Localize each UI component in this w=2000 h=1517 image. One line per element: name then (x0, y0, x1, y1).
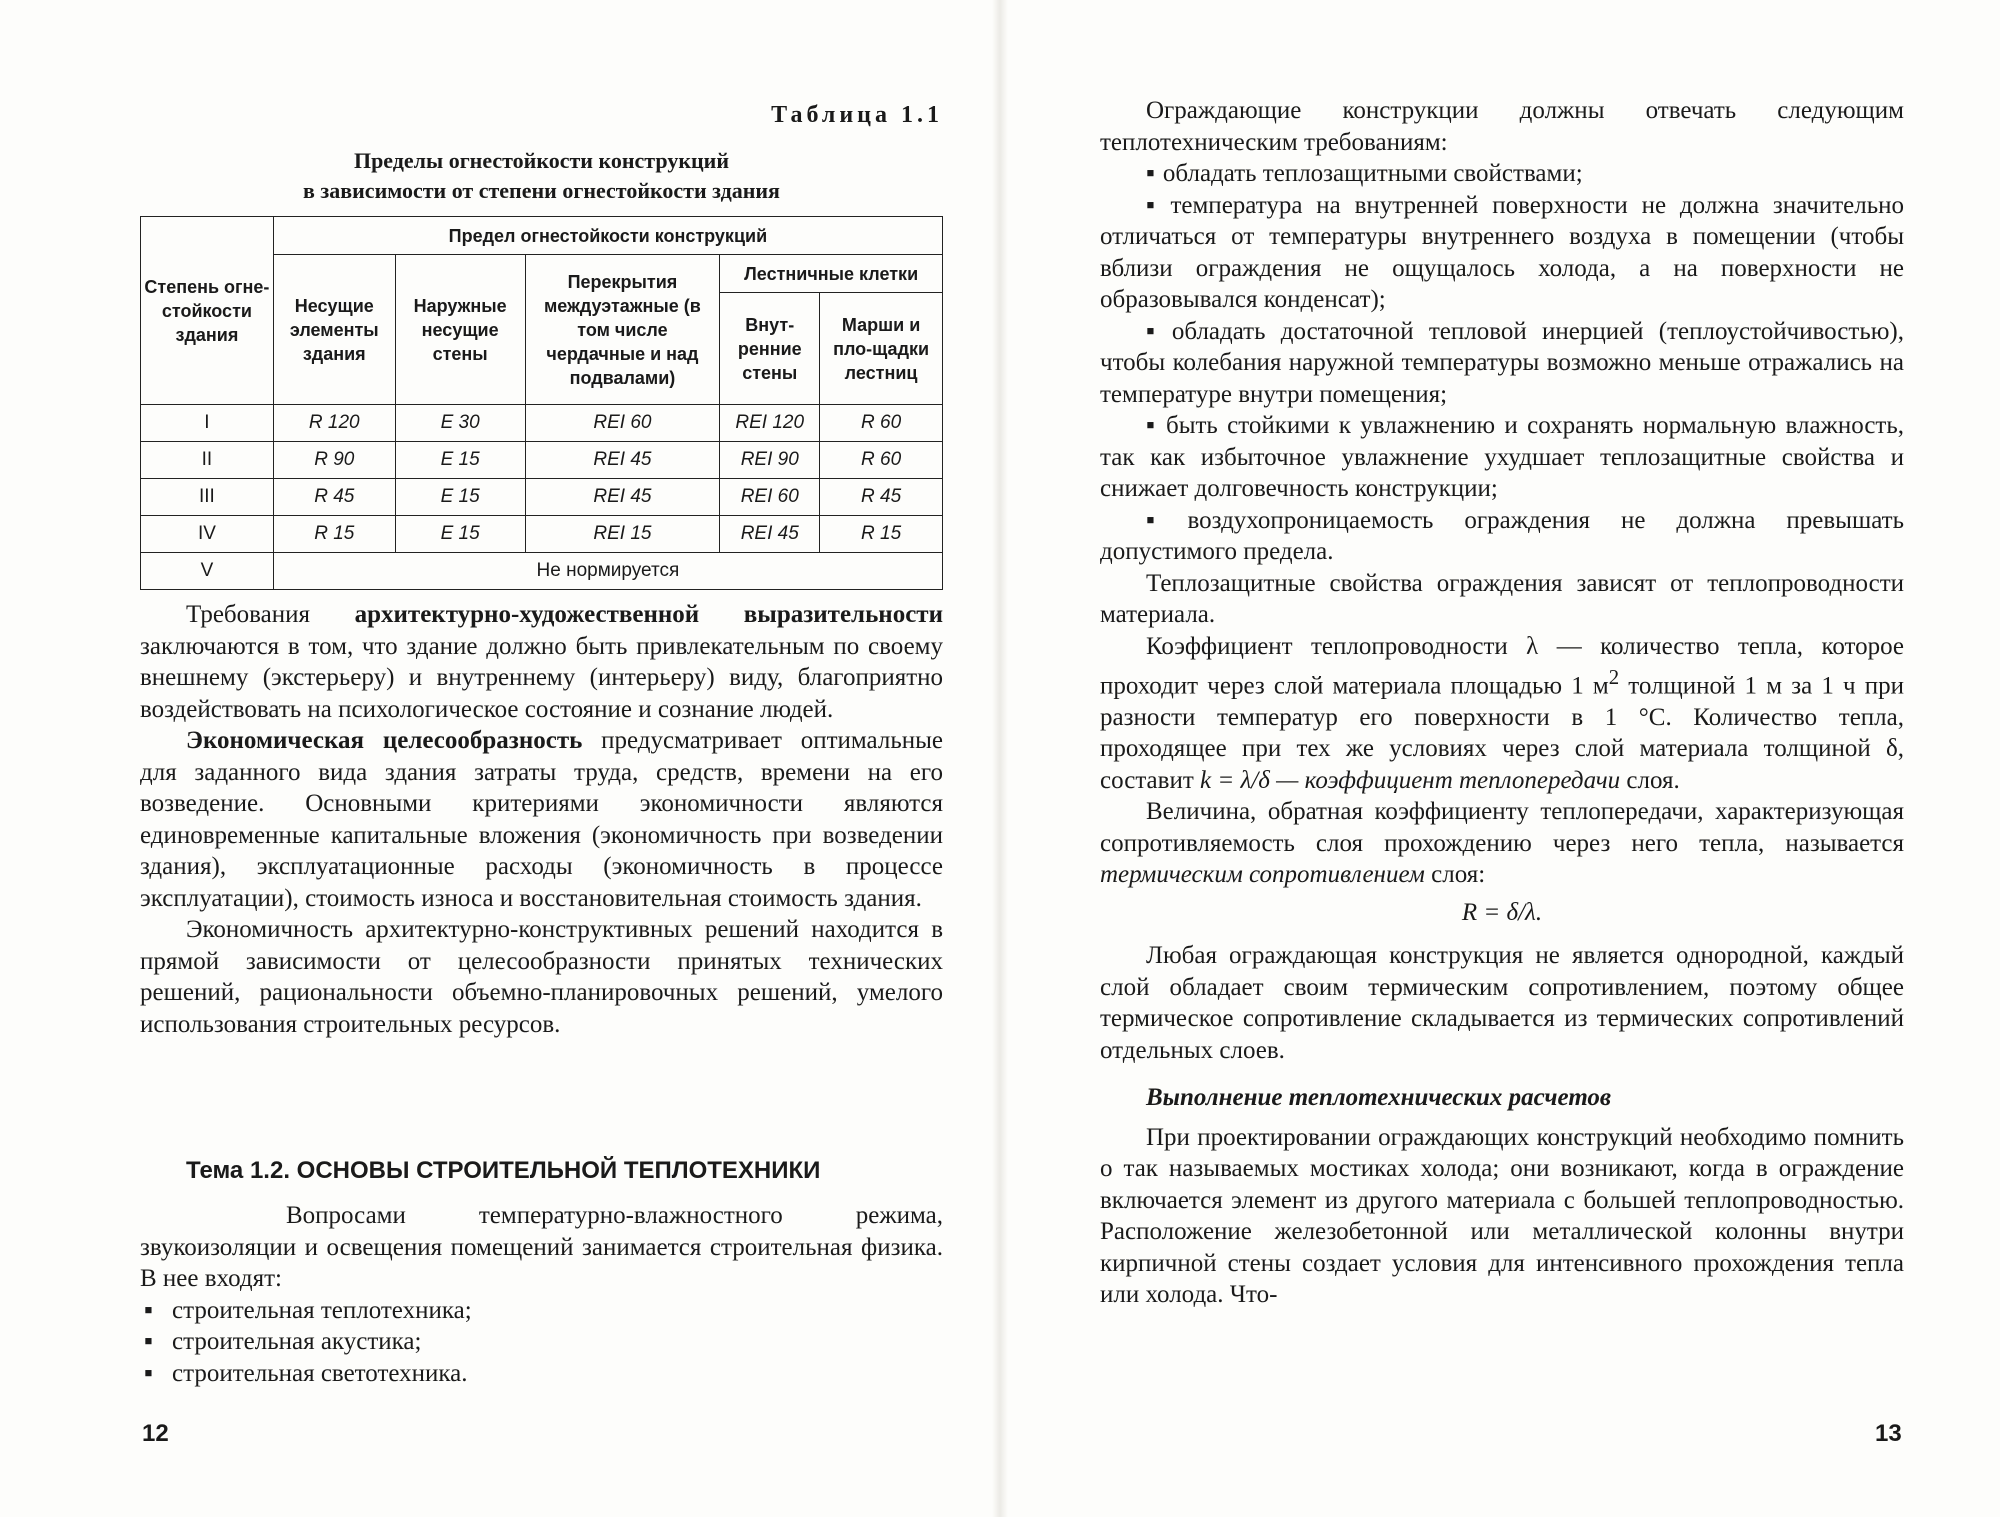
bullet-icon: ▪ (144, 1296, 153, 1324)
bold-term: Экономическая целесообразность (186, 727, 583, 754)
paragraph-layers: Любая ограждающая конструкция не является однородной, каждый слой обладает своим термическим сопротивлением, поэтому общее термическое сопротивление складывается из термических сопротивлений отдельных слоев. (1100, 942, 1904, 1064)
cell-degree: V (141, 553, 274, 590)
bullet-icon: ▪ (1146, 191, 1163, 219)
list-item-text: обладать теплозащитными свойствами; (1162, 160, 1583, 187)
list-item-text: быть стойкими к увлажнению и сохранять нормальную влажность, так как избыточное увлажнение ухудшает теплозащитные свойства и снижает долговечность конструкции; (1100, 412, 1904, 502)
cell-outer: E 15 (395, 442, 525, 479)
left-body-text (140, 599, 943, 1040)
formula-resistance: R = δ/λ. (1461, 898, 1543, 926)
header-outer-walls: Наружные несущие стены (395, 255, 525, 405)
text-span: слоя. (1620, 766, 1680, 794)
table-row (141, 479, 943, 516)
table-label: Таблица 1.1 (771, 102, 943, 128)
paragraph-intro: Вопросами температурно-влажностного режима, звукоизоляции и освещения помещений занимается строительная физика. В нее входят: (140, 1202, 943, 1292)
cell-degree: III (141, 479, 274, 516)
subheading-calculations: Выполнение теплотехнических расчетов (1146, 1084, 1612, 1112)
list-item (1100, 158, 1904, 190)
bold-term: архитектурно-художественной выразительности (354, 601, 943, 628)
cell-bearing: R 45 (273, 479, 395, 516)
cell-outer: E 15 (395, 479, 525, 516)
cell-inner: REI 45 (720, 516, 820, 553)
cell-inner: REI 60 (720, 479, 820, 516)
cell-bearing: R 120 (273, 405, 395, 442)
list-item (140, 1326, 943, 1358)
header-degree: Степень огне-стойкости здания (141, 217, 274, 405)
list-item (1100, 505, 1904, 568)
cell-flights: R 15 (820, 516, 943, 553)
italic-term: k = λ/δ — коэффициент теплопередачи (1200, 766, 1621, 794)
list-item (1100, 410, 1904, 505)
table-row (141, 405, 943, 442)
cell-not-normalized: Не нормируется (273, 553, 942, 590)
cell-inner: REI 120 (720, 405, 820, 442)
header-inner-walls: Внут-ренние стены (720, 293, 820, 405)
table-caption-line: Пределы огнестойкости конструкций (353, 148, 730, 173)
cell-flights: R 45 (820, 479, 943, 516)
list-item-text: строительная акустика; (172, 1328, 422, 1355)
cell-degree: IV (141, 516, 274, 553)
text-span: заключаются в том, что здание должно быть привлекательным по своему внешнему (экстерьеру) и внутреннему (интерьеру) виду, благоприятно воздействовать на психологическое состояние и сознание людей. (140, 632, 943, 723)
paragraph-economy (140, 725, 943, 914)
left-intro-block (140, 1200, 943, 1389)
cell-degree: II (141, 442, 274, 479)
cell-outer: E 15 (395, 516, 525, 553)
text-span: Величина, обратная коэффициенту теплопередачи, характеризующая сопротивляемость слоя прохождению через него тепла, называется (1100, 798, 1904, 857)
cell-degree: I (141, 405, 274, 442)
header-floors: Перекрытия междуэтажные (в том числе чердачные и над подвалами) (525, 255, 720, 405)
header-flights: Марши и пло-щадки лестниц (820, 293, 943, 405)
cell-floors: REI 45 (525, 479, 720, 516)
requirements-list (1100, 158, 1904, 568)
table-row (141, 516, 943, 553)
list-item-text: обладать достаточной тепловой инерцией (теплоустойчивостью), чтобы колебания наружной температуры возможно меньше отражались на температуре внутри помещения; (1100, 317, 1904, 408)
text-span: предусматривает оптимальные для заданного вида здания затраты труда, средств, времени на его возведение. Основными критериями экономичности являются единовременные капитальные вложения (экономичность при возведении здания), эксплуатационные расходы (экономичность в процессе эксплуатации), стоимость износа и восстановительная стоимость здания. (140, 727, 944, 912)
text-span: слоя: (1424, 861, 1486, 889)
bullet-icon: ▪ (1146, 412, 1158, 439)
right-page (1000, 0, 2000, 1517)
fire-resistance-table (140, 216, 943, 590)
list-item-text: строительная светотехника. (172, 1359, 468, 1387)
list-item-text: строительная теплотехника; (172, 1296, 472, 1324)
paragraph-economy-2: Экономичность архитектурно-конструктивных решений находится в прямой зависимости от целесообразности принятых технических решений, рациональности объемно-планировочных решений, умелого использования строительных ресурсов. (140, 916, 943, 1038)
table-row (141, 442, 943, 479)
paragraph-aesthetics (140, 599, 943, 725)
text-span: толщиной 1 м за 1 ч при разности температур его поверхности в 1 °С. Количество тепла, проходящее при тех же условиях через слой материала толщиной δ, составит (1100, 672, 1904, 794)
list-item (1100, 190, 1904, 316)
cell-flights: R 60 (820, 442, 943, 479)
cell-bearing: R 90 (273, 442, 395, 479)
list-item (140, 1358, 943, 1390)
italic-term: термическим сопротивлением (1100, 861, 1425, 889)
cell-floors: REI 45 (525, 442, 720, 479)
page-number: 12 (142, 1420, 169, 1447)
cell-inner: REI 90 (720, 442, 820, 479)
bullet-icon: ▪ (144, 1328, 153, 1355)
bullet-icon: ▪ (1146, 506, 1180, 534)
bullet-icon: ▪ (1146, 160, 1155, 187)
table-caption-line: в зависимости от степени огнестойкости здания (303, 178, 780, 203)
page-number: 13 (1875, 1420, 1902, 1447)
paragraph-conductivity (1100, 631, 1904, 797)
text-span: Требования (186, 601, 355, 628)
bullet-icon: ▪ (144, 1359, 153, 1387)
paragraph-resistance (1100, 796, 1904, 891)
list-item-text: воздухопроницаемость ограждения не должна превышать допустимого предела. (1100, 506, 1904, 565)
physics-list (140, 1295, 943, 1390)
paragraph-thermal-properties: Теплозащитные свойства ограждения зависят от теплопроводности материала. (1100, 569, 1904, 628)
right-body-text (1100, 95, 1904, 1311)
header-group: Предел огнестойкости конструкций (273, 217, 942, 255)
header-bearing: Несущие элементы здания (273, 255, 395, 405)
paragraph-cold-bridges: При проектировании ограждающих конструкций необходимо помнить о так называемых мостиках холода; они возникают, когда в ограждение включается элемент из другого материала с большей теплопроводностью. Расположение железобетонной или металлической колонны внутри кирпичной стены создает условия для интенсивного прохождения тепла или холода. Что- (1100, 1123, 1904, 1309)
cell-floors: REI 60 (525, 405, 720, 442)
cell-outer: E 30 (395, 405, 525, 442)
text-span: Коэффициент теплопроводности λ — количество тепла, которое проходит через слой материала площадью 1 м (1100, 632, 1904, 700)
cell-flights: R 60 (820, 405, 943, 442)
table-row (141, 553, 943, 590)
cell-floors: REI 15 (525, 516, 720, 553)
table-caption (140, 146, 943, 206)
list-item-text: температура на внутренней поверхности не должна значительно отличаться от температуры внутреннего воздуха в помещении (чтобы вблизи ограждения не ощущалось холода, а на поверхности не образовывался конденсат); (1100, 191, 1904, 313)
topic-heading: Тема 1.2. ОСНОВЫ СТРОИТЕЛЬНОЙ ТЕПЛОТЕХНИКИ (186, 1157, 821, 1184)
bullet-icon: ▪ (1146, 317, 1164, 345)
superscript: 2 (1608, 665, 1620, 689)
header-stair-group: Лестничные клетки (720, 255, 943, 293)
paragraph-requirements: Ограждающие конструкции должны отвечать следующим теплотехническим требованиям: (1100, 97, 1904, 156)
list-item (1100, 316, 1904, 411)
list-item (140, 1295, 943, 1327)
cell-bearing: R 15 (273, 516, 395, 553)
